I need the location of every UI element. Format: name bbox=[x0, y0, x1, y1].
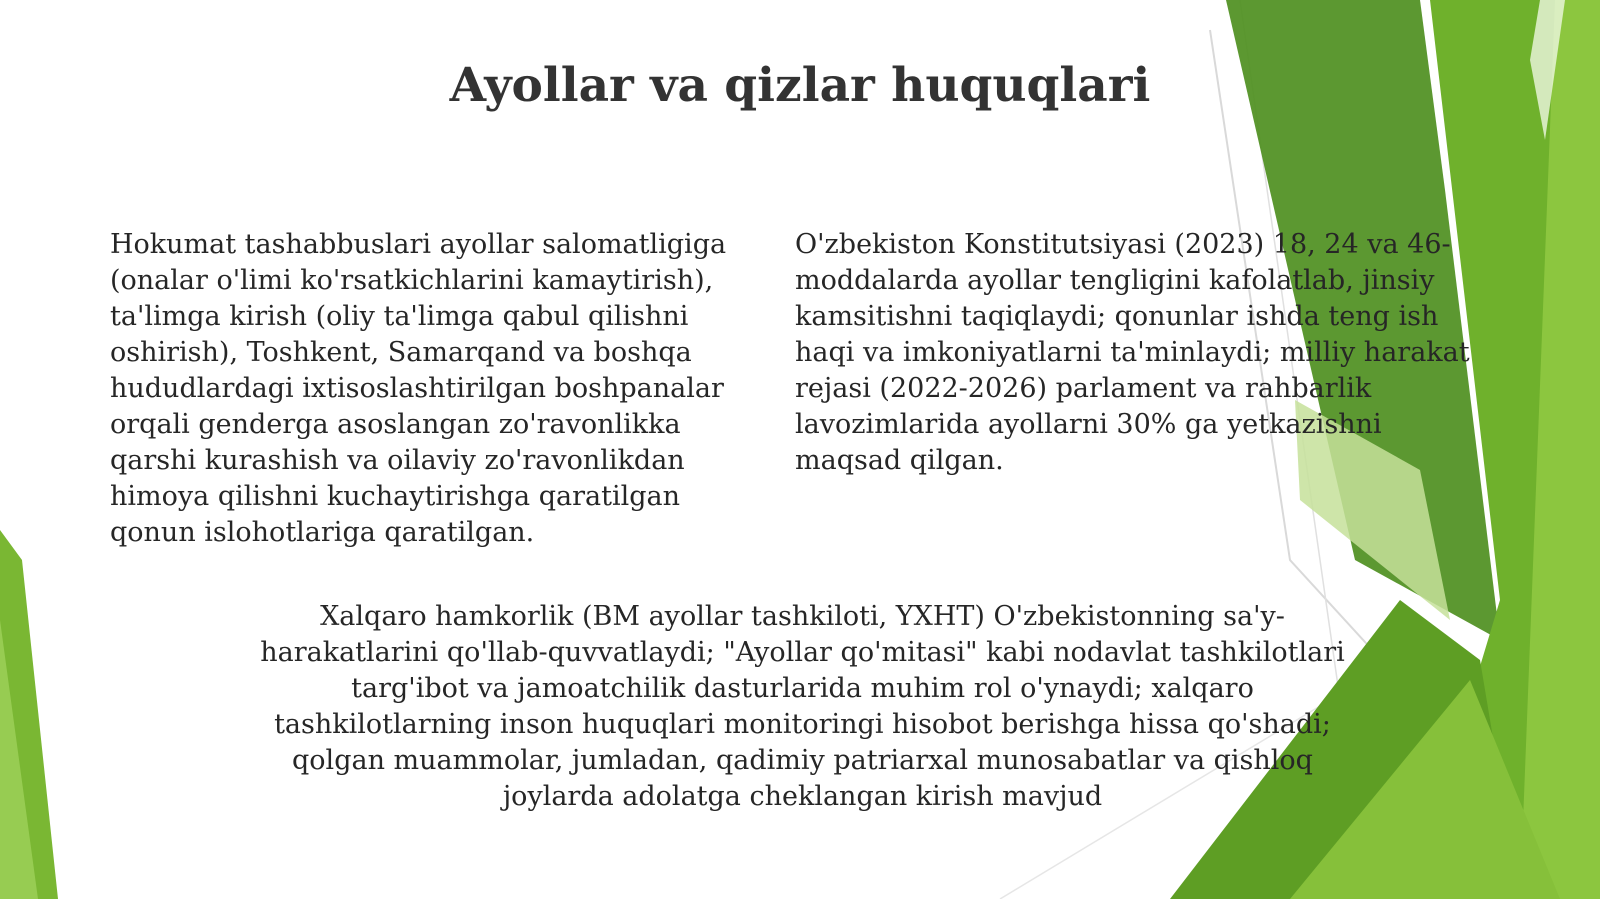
right-paragraph: O'zbekiston Konstitutsiyasi (2023) 18, 24 va 46-moddalarda ayollar tengligini kafolatlab, jinsiy kamsitishni taqiqlaydi; qonunlar ishda teng ish haqi va imkoniyatlarni ta'minlaydi; milliy harakat rejasi (2022-2026) parlament va rahbarlik lavozimlarida ayollarni 30% ga yetkazishni maqsad qilgan. bbox=[795, 229, 1470, 476]
bottom-paragraph: Xalqaro hamkorlik (BM ayollar tashkiloti, YXHT) O'zbekistonning sa'y-harakatlarini qo'llab-quvvatlaydi; "Ayollar qo'mitasi" kabi nodavlat tashkilotlari targ'ibot va jamoatchilik dasturlarida muhim rol o'ynaydi; xalqaro tashkilotlarning inson huquqlari monitoringi hisobot berishga hissa qo'shadi; qolgan muammolar, jumladan, qadimiy patriarxal munosabatlar va qishloq joylarda adolatga cheklangan kirish mavjud bbox=[260, 601, 1345, 812]
slide-title: Ayollar va qizlar huquqlari bbox=[449, 58, 1151, 113]
left-paragraph: Hokumat tashabbuslari ayollar salomatligiga (onalar o'limi ko'rsatkichlarini kamaytirish), ta'limga kirish (oliy ta'limga qabul qilishni oshirish), Toshkent, Samarqand va boshqa hududlardagi ixtisoslashtirilgan boshpanalar orqali genderga asoslangan zo'ravonlikka qarshi kurashish va oilaviy zo'ravonlikdan himoya qilishni kuchaytirishga qaratilgan qonun islohotlariga qaratilgan. bbox=[110, 229, 727, 548]
